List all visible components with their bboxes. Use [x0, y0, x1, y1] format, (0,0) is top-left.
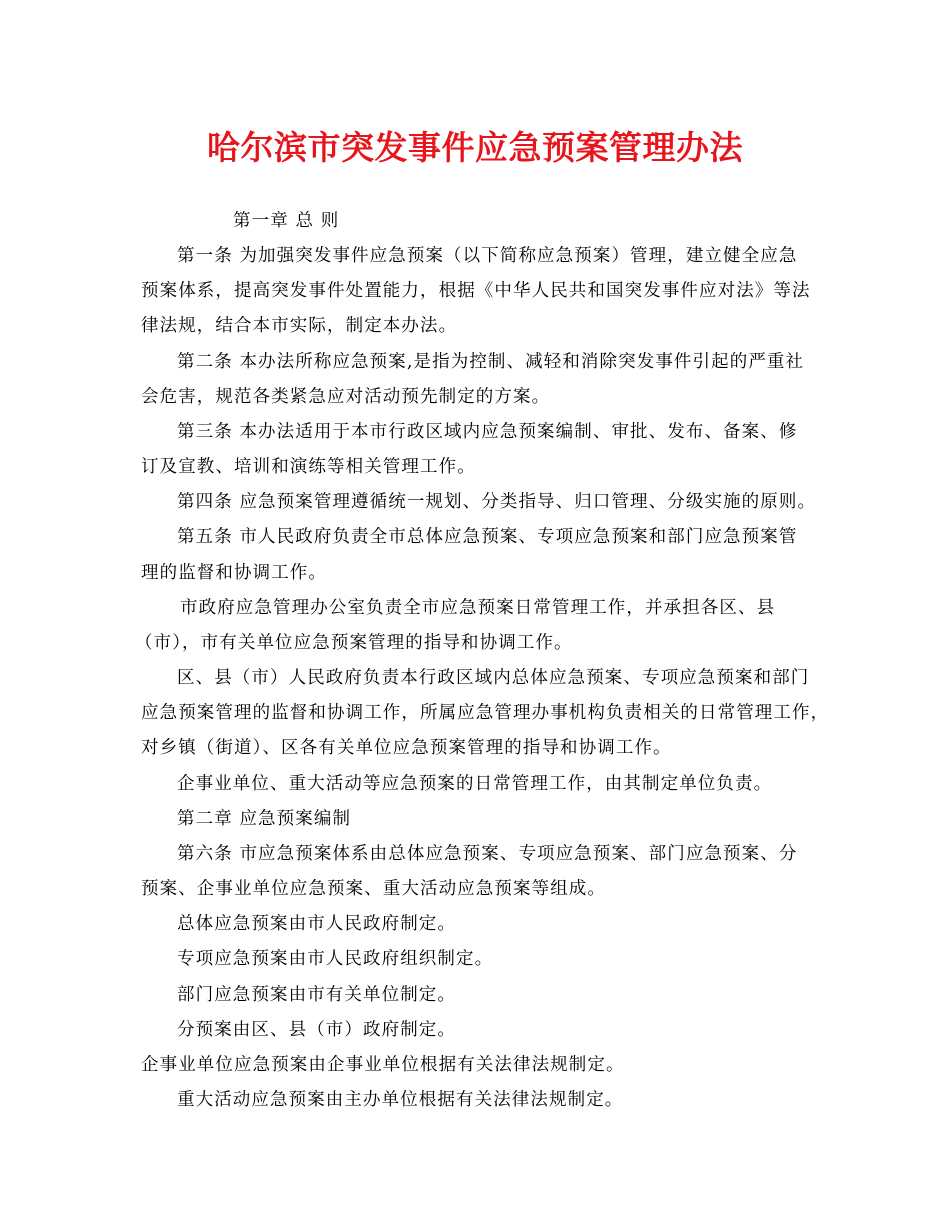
paragraph-line: 市政府应急管理办公室负责全市应急预案日常管理工作，并承担各区、县	[180, 598, 776, 618]
paragraph-line: 应急预案管理的监督和协调工作，所属应急管理办事机构负责相关的日常管理工作，	[141, 703, 830, 723]
paragraph-line: 订及宣教、培训和演练等相关管理工作。	[141, 457, 476, 477]
paragraph-line: 第二条 本办法所称应急预案,是指为控制、减轻和消除突发事件引起的严重社	[177, 352, 805, 372]
paragraph-line: 预案、企事业单位应急预案、重大活动应急预案等组成。	[141, 879, 606, 899]
paragraph-line: 分预案由区、县（市）政府制定。	[177, 1020, 456, 1040]
paragraph-line: 第三条 本办法适用于本市行政区域内应急预案编制、审批、发布、备案、修	[177, 422, 798, 442]
paragraph-line: 第六条 市应急预案体系由总体应急预案、专项应急预案、部门应急预案、分	[177, 844, 798, 864]
paragraph-line: 部门应急预案由市有关单位制定。	[177, 985, 456, 1005]
paragraph-line: 总体应急预案由市人民政府制定。	[177, 914, 456, 934]
paragraph-line: 理的监督和协调工作。	[141, 563, 327, 583]
document-title: 哈尔滨市突发事件应急预案管理办法	[207, 128, 743, 167]
paragraph-line: 预案体系，提高突发事件处置能力，根据《中华人民共和国突发事件应对法》等法	[141, 281, 811, 301]
paragraph-line: 区、县（市）人民政府负责本行政区域内总体应急预案、专项应急预案和部门	[177, 668, 810, 688]
paragraph-line: 第四条 应急预案管理遵循统一规划、分类指导、归口管理、分级实施的原则。	[177, 492, 817, 512]
chapter-heading: 第二章 应急预案编制	[177, 809, 352, 829]
paragraph-line: 第五条 市人民政府负责全市总体应急预案、专项应急预案和部门应急预案管	[177, 527, 798, 547]
paragraph-line: 会危害，规范各类紧急应对活动预先制定的方案。	[141, 387, 551, 407]
paragraph-line: 企事业单位应急预案由企事业单位根据有关法律法规制定。	[141, 1055, 625, 1075]
paragraph-line: 对乡镇（街道）、区各有关单位应急预案管理的指导和协调工作。	[141, 738, 672, 758]
paragraph-line: 企事业单位、重大活动等应急预案的日常管理工作，由其制定单位负责。	[177, 774, 773, 794]
paragraph-line: （市），市有关单位应急预案管理的指导和协调工作。	[135, 633, 573, 653]
paragraph-line: 重大活动应急预案由主办单位根据有关法律法规制定。	[177, 1090, 624, 1110]
paragraph-line: 第一条 为加强突发事件应急预案（以下简称应急预案）管理，建立健全应急	[177, 246, 798, 266]
chapter-heading: 第一章 总 则	[233, 211, 340, 231]
paragraph-line: 律法规，结合本市实际，制定本办法。	[141, 316, 458, 336]
paragraph-line: 专项应急预案由市人民政府组织制定。	[177, 949, 494, 969]
